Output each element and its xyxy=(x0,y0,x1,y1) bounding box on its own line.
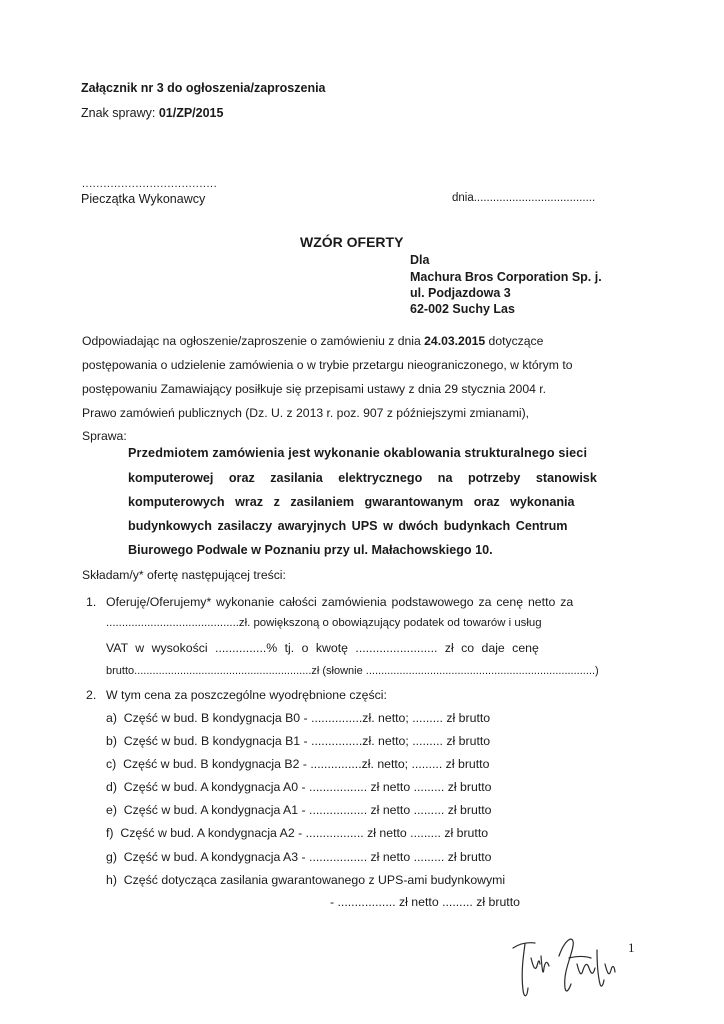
list-item-continuation: - ................. zł netto ......... zł brutto xyxy=(330,895,520,909)
point-1-line-3: VAT w wysokości ...............% tj. o kwotę ........................ zł co daje cenę xyxy=(106,641,539,655)
case-number-label: Znak sprawy: xyxy=(81,106,156,120)
recipient-company: Machura Bros Corporation Sp. j. xyxy=(410,270,602,284)
intro-line-5: Sprawa: xyxy=(82,429,127,443)
list-item: f) Część w bud. A kondygnacja A2 - ................. zł netto ......... zł brutto xyxy=(106,826,489,840)
document-title: WZÓR OFERTY xyxy=(300,234,404,250)
announcement-date: 24.03.2015 xyxy=(424,334,486,348)
list-item: e) Część w bud. A kondygnacja A1 - ................. zł netto ......... zł brutto xyxy=(106,803,492,817)
point-2-number: 2. xyxy=(86,688,97,702)
page-number: 1 xyxy=(628,940,635,955)
list-item: a) Część w bud. B kondygnacja B0 - ...............zł. netto; ......... zł brutto xyxy=(106,711,491,725)
intro-line-2: postępowania o udzielenie zamówienia o w trybie przetargu nieograniczonego, w którym to xyxy=(82,358,573,372)
intro-line-1: Odpowiadając na ogłoszenie/zaproszenie o zamówieniu z dnia 24.03.2015 dotyczące xyxy=(82,334,544,348)
recipient-for: Dla xyxy=(410,253,430,267)
intro-line-3: postępowaniu Zamawiający posiłkuje się przepisami ustawy z dnia 29 stycznia 2004 r. xyxy=(82,382,547,396)
subject-line-2: komputerowej oraz zasilania elektrycznego na potrzeby stanowisk xyxy=(128,471,597,485)
recipient-city: 62-002 Suchy Las xyxy=(410,302,515,316)
list-item: h) Część dotycząca zasilania gwarantowanego z UPS-ami budynkowymi xyxy=(106,873,506,887)
point-1-line-1: Oferuję/Oferujemy* wykonanie całości zamówienia podstawowego za cenę netto za xyxy=(106,595,574,609)
offer-intro: Składam/y* ofertę następującej treści: xyxy=(82,568,286,582)
date-field: dnia...................................... xyxy=(452,192,596,204)
point-2-heading: W tym cena za poszczególne wyodrębnione części: xyxy=(106,688,387,702)
list-item: g) Część w bud. A kondygnacja A3 - ................. zł netto ......... zł brutto xyxy=(106,850,492,864)
list-item: c) Część w bud. B kondygnacja B2 - ...............zł. netto; ......... zł brutto xyxy=(106,757,490,771)
handwritten-signature xyxy=(505,928,625,1003)
case-number-value: 01/ZP/2015 xyxy=(158,106,224,120)
subject-line-3: komputerowych wraz z zasilaniem gwarantowanym oraz wykonania xyxy=(128,495,575,509)
point-1-number: 1. xyxy=(86,595,97,609)
point-1-line-2: ..........................................zł. powiększoną o obowiązujący podatek od towarów i usług xyxy=(106,617,542,629)
case-number-line xyxy=(81,106,223,120)
list-item: b) Część w bud. B kondygnacja B1 - ...............zł. netto; ......... zł brutto xyxy=(106,734,491,748)
subject-line-5: Biurowego Podwale w Poznaniu przy ul. Małachowskiego 10. xyxy=(128,543,493,557)
stamp-label: Pieczątka Wykonawcy xyxy=(81,192,206,206)
subject-line-4: budynkowych zasilaczy awaryjnych UPS w dwóch budynkach Centrum xyxy=(128,519,568,533)
intro-line-4: Prawo zamówień publicznych (Dz. U. z 2013 r. poz. 907 z późniejszymi zmianami), xyxy=(82,406,530,420)
list-item: d) Część w bud. A kondygnacja A0 - ................. zł netto ......... zł brutto xyxy=(106,780,492,794)
subject-line-1: Przedmiotem zamówienia jest wykonanie okablowania strukturalnego sieci xyxy=(128,446,588,460)
stamp-dots: ...................................... xyxy=(82,178,218,190)
point-1-line-4: brutto..........................................................zł (słownie ...........................................................................) xyxy=(106,665,599,677)
recipient-street: ul. Podjazdowa 3 xyxy=(410,286,511,300)
attachment-heading: Załącznik nr 3 do ogłoszenia/zaproszenia xyxy=(81,81,326,95)
